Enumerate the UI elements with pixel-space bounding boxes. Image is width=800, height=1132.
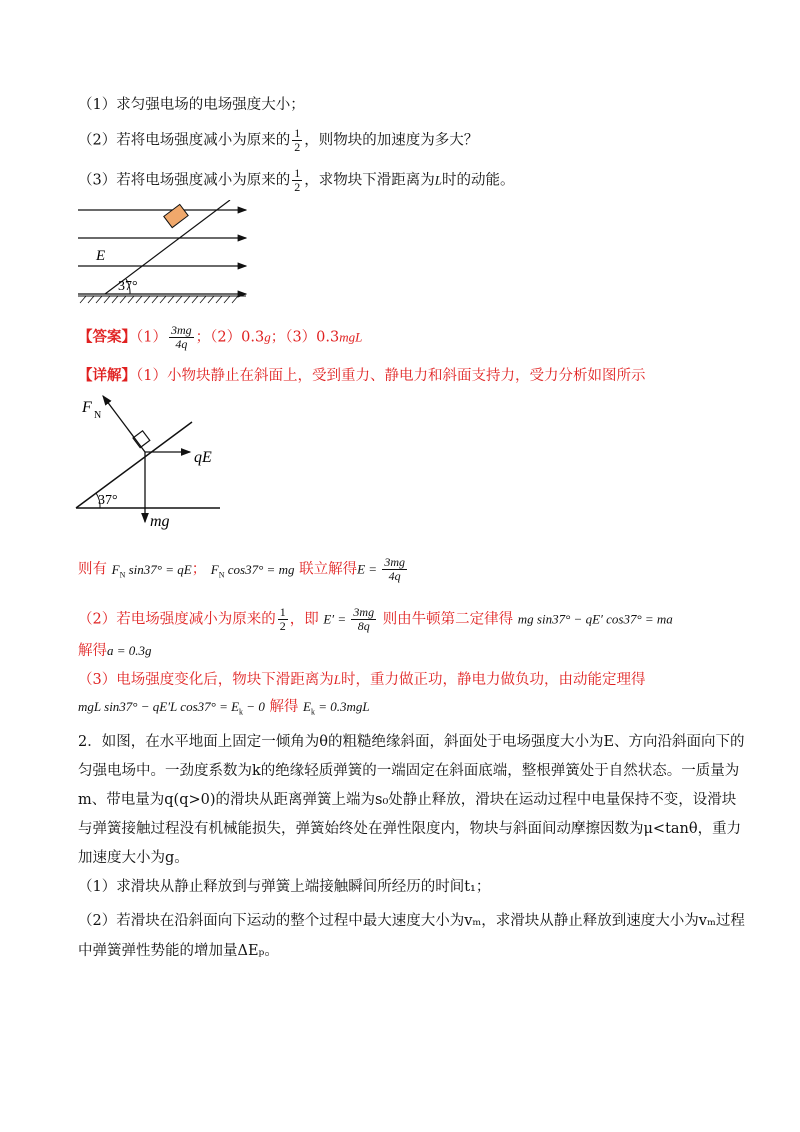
gravity-label: mg (150, 513, 170, 530)
force-diagram (70, 392, 250, 532)
ground-hatch (78, 296, 246, 303)
q2-line-4: 与弹簧接触过程没有机械能损失，弹簧始终处在弹性限度内，物块与斜面间动摩擦因数为μ<tanθ，重力 (78, 821, 742, 837)
angle-label: 37° (98, 493, 118, 508)
half-fraction: $\frac{1}{2}$ (294, 166, 301, 194)
detail-line-4: 解得a = 0.3g (78, 643, 152, 659)
q2-sub-2a: （2）若滑块在沿斜面向下运动的整个过程中最大速度大小为vₘ，求滑块从静止释放到速度大小为vₘ过程 (78, 913, 745, 929)
normal-force-arrow (103, 396, 145, 452)
normal-force-label: F (82, 399, 92, 416)
q2-line-5: 加速度大小为g。 (78, 850, 189, 866)
answer-line: 【答案】（1） $\frac{3mg}{4q}$ ；（2）0.3g；（3）0.3mgL (78, 323, 363, 351)
incline-field-figure (70, 200, 260, 310)
q2-sub-2b: 中弹簧弹性势能的增加量ΔEₚ。 (78, 943, 279, 959)
q1-part3: （3）若将电场强度减小为原来的 $\frac{1}{2}$ ，求物块下滑距离为L时的动能。 (78, 166, 515, 194)
block (164, 204, 188, 227)
incline-line (76, 422, 192, 508)
field-label: E (96, 248, 106, 264)
q2-line-1: 2．如图，在水平地面上固定一倾角为θ的粗糙绝缘斜面，斜面处于电场强度大小为E、方向沿斜面向下的 (78, 734, 745, 750)
detail-line-5: （3）电场强度变化后，物块下滑距离为L时，重力做正功，静电力做负功，由动能定理得 (78, 672, 646, 688)
detail-line-2: 则有 $F_N$ sin37° = qE； $F_N$ cos37° = mg 联立解得E = $\frac{3mg}{4q}$ (78, 555, 405, 583)
q2-sub-1: （1）求滑块从静止释放到与弹簧上端接触瞬间所经历的时间t₁； (78, 879, 491, 895)
detail-line-3: （2）若电场强度减小为原来的 $\frac{1}{2}$ ，即 E′ = $\frac{3mg}{8q}$ 则由牛顿第二定律得 mg sin37° − qE′ cos37° = ma (78, 605, 673, 633)
detail-line-6: mgL sin37° − qE′L $\cos 37^\circ = E_k - 0$ 解得 $E_k = 0.3mgL$ (78, 699, 370, 717)
electric-force-label: qE (194, 449, 212, 466)
q2-line-3: m、带电量为q(q>0)的滑块从距离弹簧上端为s₀处静止释放，滑块在运动过程中电量保持不变，设滑块 (78, 792, 737, 808)
q1-part1: （1）求匀强电场的电场强度大小； (78, 97, 305, 113)
normal-force-sub: N (94, 410, 102, 421)
angle-label: 37° (118, 279, 138, 294)
q1-part2: （2）若将电场强度减小为原来的 $\frac{1}{2}$ ，则物块的加速度为多大？ (78, 126, 479, 154)
detail-line-1: 【详解】（1）小物块静止在斜面上，受到重力、静电力和斜面支持力，受力分析如图所示 (78, 367, 646, 384)
q2-line-2: 匀强电场中。一劲度系数为k的绝缘轻质弹簧的一端固定在斜面底端，整根弹簧处于自然状态。一质量为 (78, 763, 740, 779)
half-fraction: $\frac{1}{2}$ (294, 126, 301, 154)
